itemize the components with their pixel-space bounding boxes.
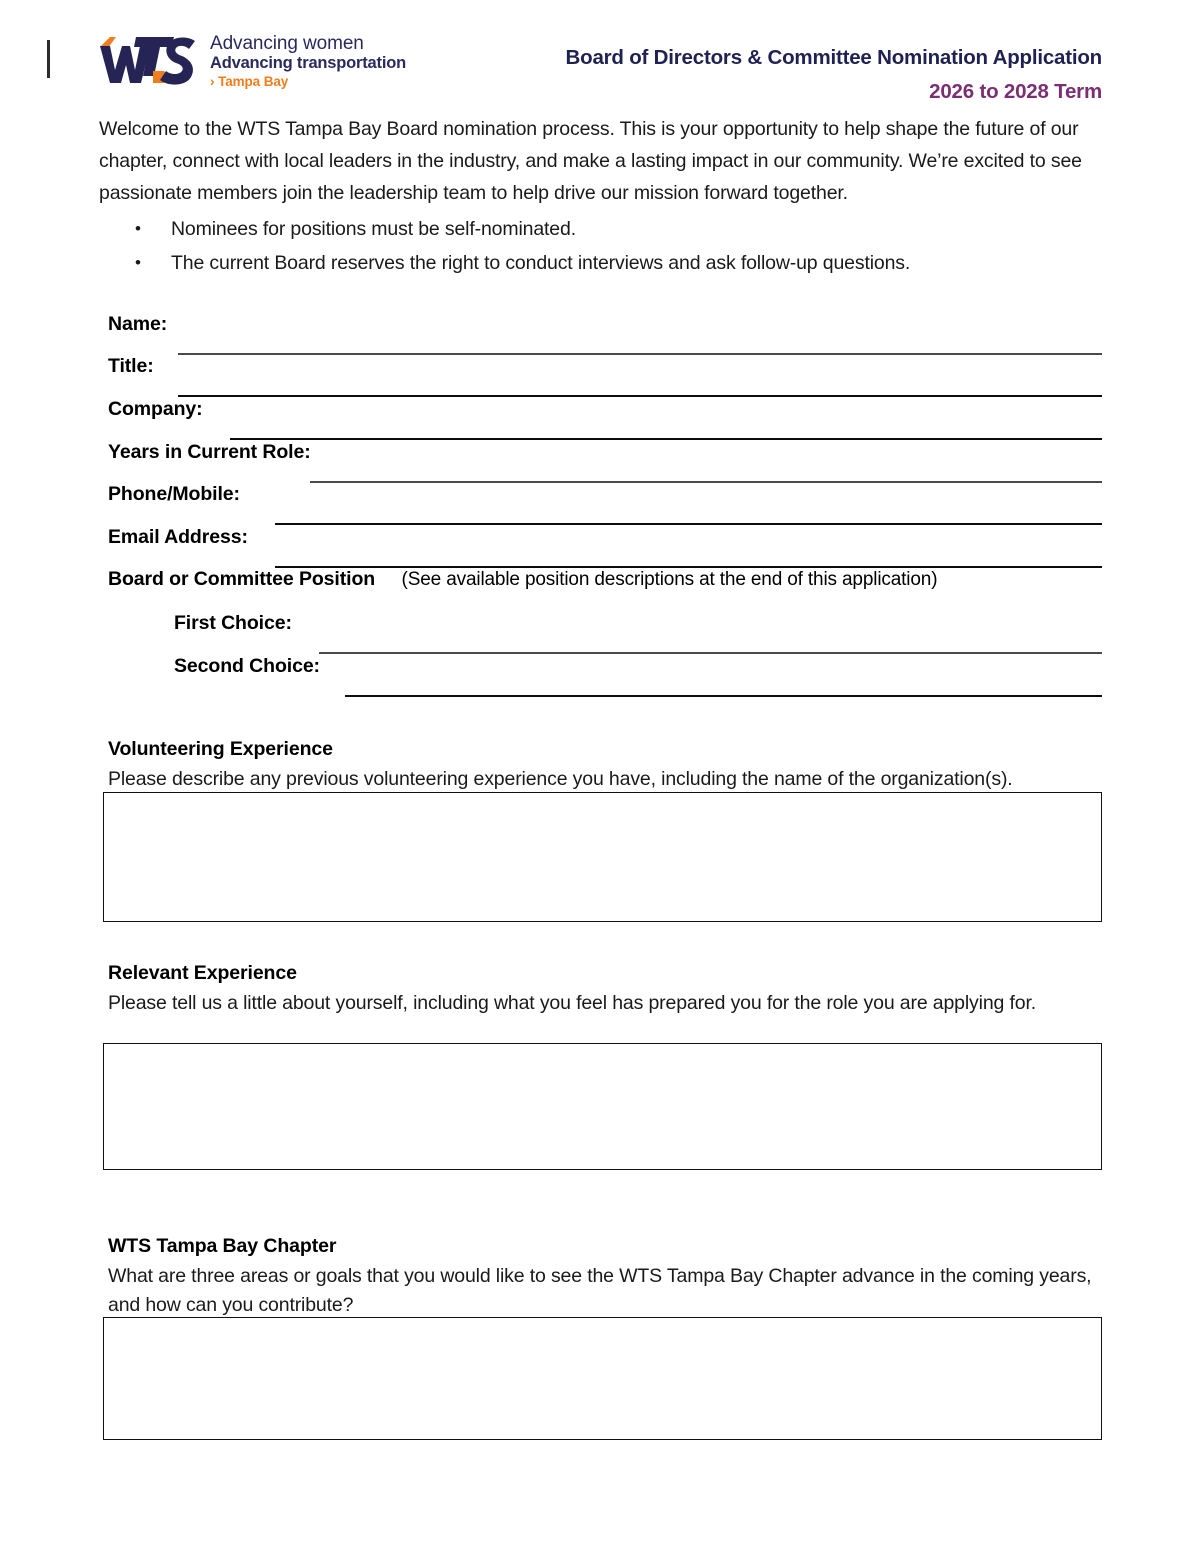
field-years-in-current-role[interactable] <box>108 441 1102 483</box>
section-title-volunteering-experience: Volunteering Experience <box>108 738 333 760</box>
board-position-label: Board or Committee Position <box>108 568 376 590</box>
answer-box-relevant-experience[interactable] <box>103 1043 1102 1170</box>
answer-box-volunteering-experience[interactable] <box>103 792 1102 922</box>
board-position-note: (See available position descriptions at the end of this application) <box>401 569 938 590</box>
tagline-advancing-transportation: Advancing transportation <box>210 54 406 72</box>
page-subtitle: 2026 to 2028 Term <box>929 80 1102 103</box>
field-first-choice-input[interactable] <box>319 652 1102 654</box>
field-name[interactable] <box>108 313 1102 355</box>
bullet-icon: • <box>135 219 141 238</box>
field-second-choice[interactable] <box>174 655 1102 697</box>
wts-wordmark-icon <box>96 30 200 92</box>
list-item-label: Nominees for positions must be self-nominated. <box>171 218 576 240</box>
section-title-wts-tampa-bay-chapter: WTS Tampa Bay Chapter <box>108 1235 337 1257</box>
field-years-in-current-role-label: Years in Current Role: <box>108 441 311 463</box>
field-title-input[interactable] <box>178 395 1102 397</box>
wts-logo <box>96 30 406 92</box>
list-item <box>99 246 1105 280</box>
instructions-list <box>99 212 1105 280</box>
board-position-heading <box>108 568 937 591</box>
answer-box-wts-tampa-bay-chapter[interactable] <box>103 1317 1102 1440</box>
list-item <box>99 212 1105 246</box>
wts-tagline <box>210 30 406 88</box>
field-first-choice[interactable] <box>174 612 1102 654</box>
field-second-choice-label: Second Choice: <box>174 655 320 677</box>
field-first-choice-label: First Choice: <box>174 612 292 634</box>
tagline-advancing-women: Advancing women <box>210 33 364 54</box>
chevron-right-icon: › <box>210 73 215 89</box>
list-item-label: The current Board reserves the right to conduct interviews and ask follow-up questions. <box>171 252 911 274</box>
chapter-name <box>210 75 406 89</box>
field-phone-mobile-input[interactable] <box>275 523 1102 525</box>
field-second-choice-input[interactable] <box>345 695 1102 697</box>
field-company[interactable] <box>108 398 1102 440</box>
section-desc-relevant-experience: Please tell us a little about yourself, including what you feel has prepared you for the role you are applying for. <box>108 992 1036 1014</box>
field-company-label: Company: <box>108 398 203 420</box>
chapter-label: Tampa Bay <box>218 73 289 89</box>
field-title-label: Title: <box>108 355 154 377</box>
document-header <box>0 0 1200 110</box>
field-name-label: Name: <box>108 313 168 335</box>
field-company-input[interactable] <box>230 438 1102 440</box>
field-title[interactable] <box>108 355 1102 397</box>
section-desc-volunteering-experience: Please describe any previous volunteering experience you have, including the name of the organization(s). <box>108 768 1013 790</box>
page-title: Board of Directors & Committee Nomination Application <box>565 46 1102 69</box>
field-phone-mobile-label: Phone/Mobile: <box>108 483 240 505</box>
intro-paragraph: Welcome to the WTS Tampa Bay Board nomination process. This is your opportunity to help shape the future of our chapter, connect with local leaders in the industry, and make a lasting impact in our community. We’re excited to see passionate members join the leadership team to help drive our mission forward together. <box>99 118 1082 204</box>
section-desc-wts-tampa-bay-chapter: What are three areas or goals that you would like to see the WTS Tampa Bay Chapter advance in the coming years, and how can you contribute? <box>108 1265 1092 1316</box>
field-phone-mobile[interactable] <box>108 483 1102 525</box>
bullet-icon: • <box>135 253 141 272</box>
section-title-relevant-experience: Relevant Experience <box>108 962 297 984</box>
field-email-address[interactable] <box>108 526 1102 568</box>
field-email-address-label: Email Address: <box>108 526 248 548</box>
